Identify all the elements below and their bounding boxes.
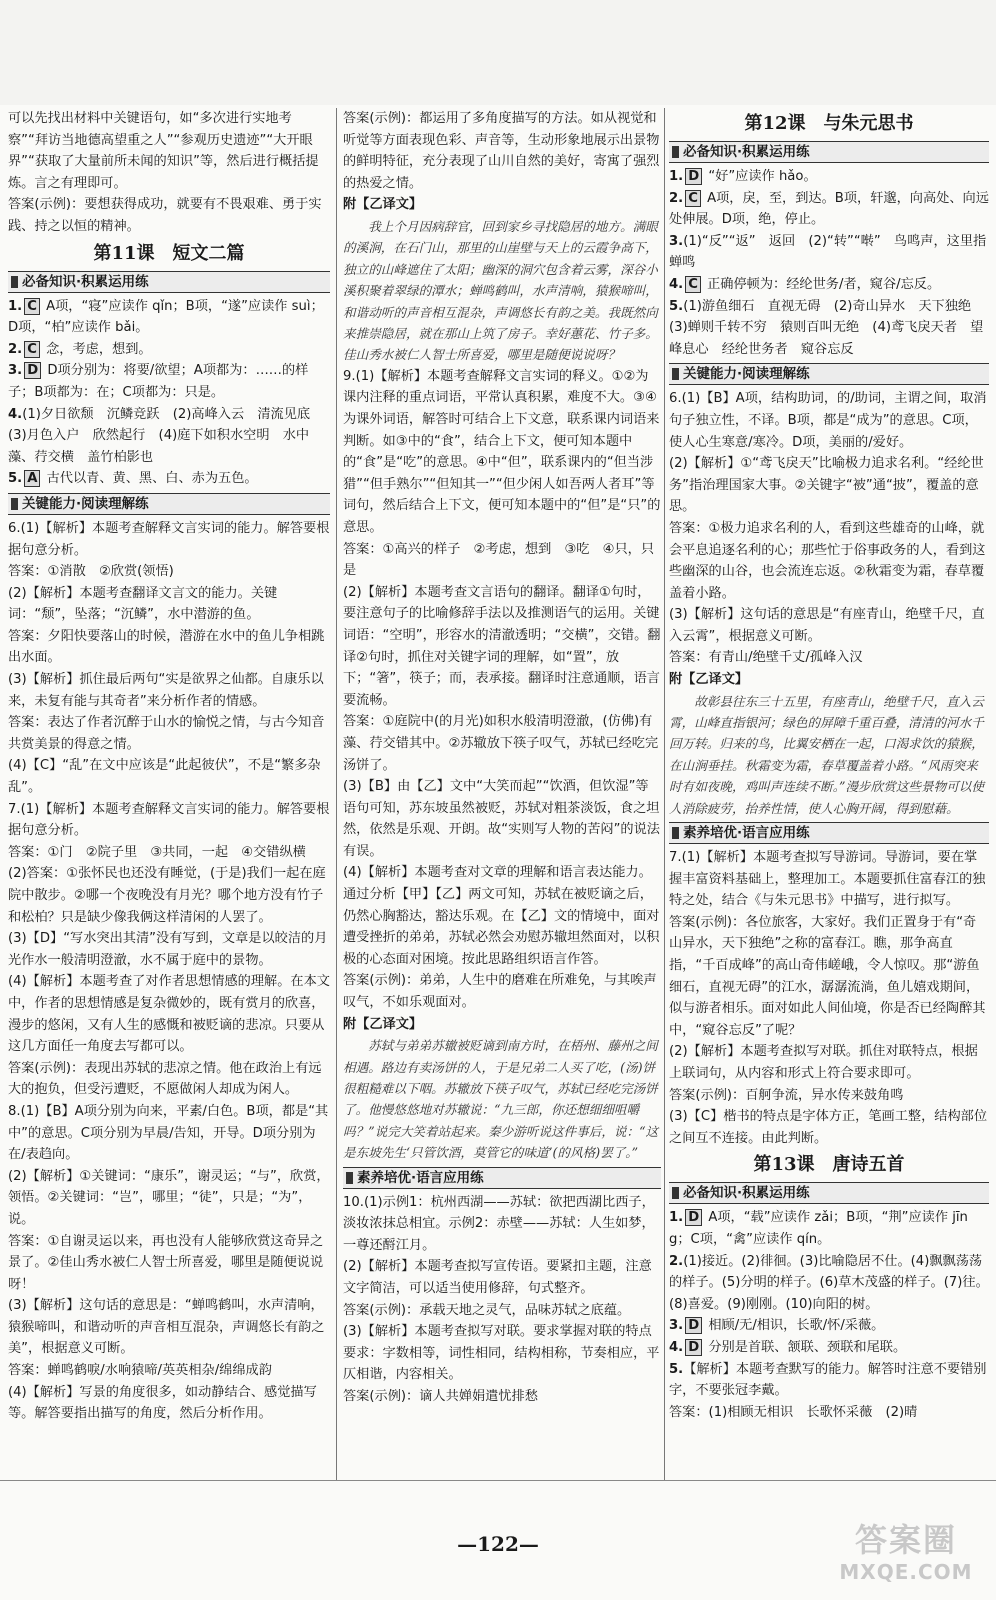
text-line: 答案：①高兴的样子 ②考虑，想到 ③吃 ④只，只是 [343, 541, 655, 579]
section-header: 素养培优·语言应用练 [669, 822, 989, 844]
answer-box: D [685, 1339, 702, 1356]
question-item: 答案：(1)相顾无相识 长歌怀采薇 (2)晴 [669, 1404, 918, 1420]
question-item: 5.(1)游鱼细石 直视无碍 (2)奇山异水 天下独绝 (3)蝉则千转不穷 猿则百叫无绝 (4)鸢飞戾天者 望峰息心 经纶世务者 窥谷忘反 [669, 298, 985, 357]
text-line: (3)【解析】这句话的意思是：“蝉鸣鹤叫，水声清响，猿猴啼叫，和谐动听的声音相互混杂，声调悠长有韵之美”，根据意义可断。 [8, 1298, 325, 1357]
translation-heading: 附【乙译文】 [669, 672, 749, 688]
text-line: (4)【解析】写景的角度很多，如动静结合、感觉描写等。解答要指出描写的角度，然后分析作用。 [8, 1384, 317, 1422]
answer-box: D [685, 1317, 702, 1334]
text-line: (2)【解析】本题考查拟写宣传语。要紧扣主题，注意文字简洁，可以适当使用修辞，句式整齐。 [343, 1259, 652, 1297]
text-line: 7.(1)【解析】本题考查拟写导游词。导游词，要在掌握丰富资料基础上，整理加工。本题要抓住富春江的独特之处，结合《与朱元思书》中描写，进行拟写。 [669, 850, 986, 909]
question-item: 5. A 古代以青、黄、黑、白、赤为五色。 [8, 471, 258, 487]
text-line: 答案(示例)：谪人共婵娟遣忧排愁 [343, 1389, 538, 1404]
text-line: (3)【C】楷书的特点是字体方正，笔画工整，结构部位之间互不连接。由此判断。 [669, 1109, 988, 1146]
answer-box: D [24, 362, 41, 379]
text-line: 答案：夕阳快要落山的时候，潜游在水中的鱼儿争相跳出水面。 [8, 628, 325, 666]
text-line: 答案：有青山/绝壁千丈/孤峰入汉 [669, 650, 863, 666]
text-line: (2)【解析】本题考查拟写对联。抓住对联特点，根据上联词句，从内容和形式上符合要求即可。 [669, 1044, 978, 1082]
question-item: 3. D 相顾/无/相识，长歌/怀/采薇。 [669, 1318, 885, 1334]
text-line: 6.(1)【B】A项，结构助词，的/助词，主谓之间，取消句子独立性，不译。B项，都是“成为”的意思。C项，使人心生寒意/寒冷。D项，美丽的/爱好。 [669, 391, 987, 450]
answer-box: A [24, 470, 40, 487]
text-line: (4)【解析】本题考查对文章的理解和语言表达能力。通过分析【甲】【乙】两文可知，苏轼在被贬谪之后，仍然心胸豁达，豁达乐观。在【乙】文的情境中，面对遭受挫折的弟弟，苏轼必然会劝慰苏辙坦然面对，以积极的心态面对困境。按此思路组织语言作答。 [343, 865, 660, 967]
bottom-rule [0, 1480, 996, 1481]
text-line: 7.(1)【解析】本题考查解释文言实词的能力。解答要根据句意分析。 [8, 801, 330, 839]
question-item: 3.(1)“反”“返” 返回 (2)“转”“啭” 鸟鸣声，这里指蝉鸣 [669, 233, 987, 271]
text-line: 答案：表达了作者沉醉于山水的愉悦之情，与古今知音共赏美景的得意之情。 [8, 715, 325, 752]
text-line: 答案(示例)：弟弟，人生中的磨难在所难免，与其唉声叹气，不如乐观面对。 [343, 973, 657, 1011]
text-line: 答案：①自谢灵运以来，再也没有人能够欣赏这奇异之景了。②佳山秀水被仁人智士所喜爱，哪里是随便说说呀！ [8, 1233, 324, 1292]
section-header: 素养培优·语言应用练 [343, 1167, 661, 1189]
column-3 [669, 108, 989, 1480]
column-1 [8, 108, 330, 1480]
text-line: 答案(示例)：百舸争流，异水传来鼓角鸣 [669, 1087, 904, 1103]
text-line: (2)【解析】本题考查文言语句的翻译。翻译①句时，要注意句子的比喻修辞手法以及推测语气的运用。关键词语：“空明”，形容水的清澈透明；“交横”，交错。翻译②句时，抓住对关键字词的理解，如“置”，放下；“箸”，筷子；而，表承接。翻译时注意通顺，语言要流畅。 [343, 584, 661, 708]
section-header: 必备知识·积累运用练 [8, 271, 330, 293]
text-line: (2)【解析】①关键词：“康乐”，谢灵运；“与”，欣赏，领悟。②关键词：“岂”，哪里；“徒”，只是；“为”，说。 [8, 1168, 330, 1227]
text-line: 8.(1)【B】A项分别为向来，平素/白色。B项，都是“其中”的意思。C项分别为早晨/告知，开导。D项分别为在/表趋向。 [8, 1103, 329, 1163]
answer-box: D [685, 168, 702, 185]
lesson-title: 第12课 与朱元思书 [744, 113, 914, 134]
question-item: 4. C 正确停顿为：经纶世务/者，窥谷/忘反。 [669, 276, 941, 292]
text-line: (4)【C】“乱”在文中应该是“此起彼伏”，不是“繁多杂乱”。 [8, 758, 321, 796]
text-line: 答案(示例)：都运用了多角度描写的方法。如从视觉和听觉等方面表现色彩、声音等，生动形象地展示出景物的鲜明特征，充分表现了山川自然的美好，寄寓了强烈的热爱之情。 [343, 111, 660, 191]
answer-box: C [24, 341, 40, 358]
text-line: 答案：蝉鸣鹤唳/水响猿啼/英英相杂/绵绵成韵 [8, 1363, 272, 1379]
page-number: —122— [457, 1532, 539, 1556]
question-item: 2. C 念，考虑，想到。 [8, 341, 152, 357]
text-line: 答案：①庭院中(的月光)如积水般清明澄澈，(仿佛)有藻、荇交错其中。②苏辙放下筷子叹气，苏轼已经吃完汤饼了。 [343, 714, 659, 773]
question-item: 3. D D项分别为：将要/欲望；A项都为：……的样子；B项都为：在；C项都为：只是。 [8, 363, 309, 400]
translation-heading: 附【乙译文】 [343, 1016, 423, 1032]
text-line: (3)【解析】抓住最后两句“实是欲界之仙都。自康乐以来，未复有能与其奇者”来分析作者的情感。 [8, 672, 324, 709]
answer-box: C [24, 298, 40, 315]
answer-box: C [685, 190, 701, 207]
answer-paragraph: 答案(示例)：要想获得成功，就要有不畏艰难、勇于实践、持之以恒的精神。 [8, 197, 322, 234]
paragraph: 可以先找出材料中关键语句，如“多次进行实地考察”“拜访当地德高望重之人”“参观历史遗迹”“大开眼界”“获取了大量前所未闻的知识”等，然后进行概括提炼。言之有理即可。 [8, 111, 319, 191]
text-line: (3)【B】由【乙】文中“大笑而起”“饮酒，但饮湿”等语句可知，苏东坡虽然被贬，苏轼对粗茶淡饭，食之坦然，依然是乐观、开朗。故“实则写人物的苦闷”的说法有误。 [343, 779, 660, 859]
text-line: 6.(1)【解析】本题考查解释文言实词的能力。解答要根据句意分析。 [8, 520, 330, 558]
translation-text: 苏轼与弟弟苏辙被贬谪到南方时，在梧州、藤州之间相遇。路边有卖汤饼的人，于是兄弟二人买了吃，(汤)饼很粗糙难以下咽。苏辙放下筷子叹气，苏轼已经吃完汤饼了。他慢悠悠地对苏辙说：“九三郎，你还想细细咀嚼吗？”说完大笑着站起来。秦少游听说这件事后，说：“这是东坡先生‘只管饮酒，莫管它的味道’(的风格)罢了。” [343, 1038, 659, 1161]
section-header: 必备知识·积累运用练 [669, 141, 989, 163]
lesson-title: 第13课 唐诗五首 [753, 1154, 905, 1176]
question-item: 4. D 分别是首联、颔联、颈联和尾联。 [669, 1339, 907, 1355]
reading-list [8, 518, 330, 1425]
text-line: (4)【解析】本题考查了对作者思想情感的理解。在本文中，作者的思想情感是复杂微妙的，既有赏月的欣喜，漫步的悠闲，又有人生的感慨和被贬谪的悲凉。只要从这几方面任一角度去写都可以。 [8, 974, 330, 1055]
text-line: 答案：①消散 ②欣赏(领悟) [8, 564, 174, 580]
translation-text: 我上个月因病辞官，回到家乡寻找隐居的地方。满眼的溪涧，在石门山，那里的山崖壁与天上的云霞争高下，独立的山峰遮住了太阳；幽深的洞穴包含着云雾，深谷小溪积聚着翠绿的潭水；蝉鸣鹤叫，水声清响，猿猴啼叫，和谐动听的声音相互混杂，声调悠长有韵之美。我既然向来推崇隐居，就在那山上筑了房子。幸好蕙花、竹子多。佳山秀水被仁人智士所喜爱，哪里是随便说说呀？ [343, 218, 658, 363]
text-line: 答案(示例)：承载天地之灵气，品味苏轼之底蕴。 [343, 1302, 631, 1318]
text-line: 10.(1)示例1：杭州西湖——苏轼：欲把西湖比西子，淡妆浓抹总相宜。示例2：赤壁——苏轼：人生如梦，一尊还酹江月。 [343, 1194, 655, 1253]
answer-box: D [685, 1209, 702, 1226]
text-line: 答案(示例)：表现出苏轼的悲凉之情。他在政治上有远大的抱负，但受污遭贬，不愿做闲人却成为闲人。 [8, 1060, 322, 1098]
question-item: 1. C A项，“寝”应读作 qǐn；B项，“遂”应读作 suì；D项，“柏”应读作 bǎi。 [8, 298, 324, 336]
section-header: 必备知识·积累运用练 [669, 1182, 989, 1204]
text-line: (2)答案：①张怀民也还没有睡觉，(于是)我们一起在庭院中散步。②哪一个夜晚没有月光？哪个地方没有竹子和松柏？只是缺少像我俩这样清闲的人罢了。 [8, 866, 326, 925]
question-item: 1. D “好”应读作 hǎo。 [669, 169, 817, 184]
column-divider [336, 108, 337, 1480]
question-list [8, 296, 330, 490]
text-line: 答案(示例)：各位旅客，大家好。我们正置身于有“奇山异水，天下独绝”之称的富春江。瞧，那争高直指，“千百成峰”的高山奇伟嵯峨，令人惊叹。那“游鱼细石，直视无碍”的江水，潺潺流淌，鱼儿嬉戏期间，似与游者相乐。面对如此人间仙境，你是否已经陶醉其中，“窥谷忘反”了呢？ [669, 914, 986, 1038]
text-line: (2)【解析】本题考查翻译文言文的能力。关键词：“颓”，坠落；“沉鳞”，水中潜游的鱼。 [8, 585, 278, 623]
text-line: 答案：①极力追求名利的人，看到这些雄奇的山峰，就会平息追逐名利的心；那些忙于俗事政务的人，看到这些幽深的山谷，也会流连忘返。②秋霜变为霜，春草覆盖着小路。 [669, 520, 986, 601]
text-line: (2)【解析】①“鸢飞戾天”比喻极力追求名利。“经纶世务”指治理国家大事。②关键字“被”通“披”，覆盖的意思。 [669, 456, 984, 515]
lesson-title: 第11课 短文二篇 [93, 242, 245, 264]
answer-box: C [685, 276, 701, 293]
translation-heading: 附【乙译文】 [343, 197, 423, 213]
watermark-url: MXQE.COM [839, 1560, 973, 1584]
question-item: 1. D A项，“载”应读作 zǎi；B项，“荆”应读作 jīng；C项，“禽”应读作 qín。 [669, 1210, 968, 1247]
top-margin [0, 0, 996, 105]
watermark-text: 答案圈 [854, 1521, 957, 1559]
question-item: 4.(1)夕日欲颓 沉鳞竞跃 (2)高峰入云 清流见底 (3)月色入户 欣然起行 (4)庭下如积水空明 水中藻、荇交横 盖竹柏影也 [8, 406, 324, 465]
text-line: (3)【解析】本题考查拟写对联。要求掌握对联的特点要求：字数相等，词性相同，结构相称，节奏相应，平仄相谐，内容相关。 [343, 1324, 660, 1383]
section-header: 关键能力·阅读理解练 [669, 363, 989, 385]
column-divider [664, 108, 665, 1480]
question-item: 2.(1)接近。(2)徘徊。(3)比喻隐居不仕。(4)飘飘荡荡的样子。(5)分明的样子。(6)草木茂盛的样子。(7)往。(8)喜爱。(9)刚刚。(10)向阳的树。 [669, 1253, 989, 1312]
text-line: (3)【D】“写水突出其清”没有写到，文章是以皎洁的月光作水一般清明澄澈，水不属于庭中的景物。 [8, 931, 328, 968]
question-item: 2. C A项，戾，至，到达。B项，轩邈，向高处、向远处伸展。D项，绝，停止。 [669, 190, 989, 228]
watermark-logo [826, 1520, 986, 1594]
text-line: 9.(1)【解析】本题考查解释文言实词的释义。①②为课内注释的重点词语，平常认真积累，难度不大。③④为课外词语，解答时可结合上下文意，联系课内词语来判断。如③中的“食”，结合上下文，便可知本题中的“食”是“吃”的意思。④中“但”，联系课内的“但当涉猎”“但手熟尔”“但知其一”“但少闲人如吾两人者耳”等词句，然后结合上下文，便可知本题中的“但”是“只”的意思。 [343, 368, 661, 535]
text-line: (3)【解析】这句话的意思是“有座青山，绝壁千尺，直入云霄”，根据意义可断。 [669, 607, 985, 644]
section-header: 关键能力·阅读理解练 [8, 493, 330, 515]
column-2 [343, 108, 661, 1480]
question-item: 5.【解析】本题考查默写的能力。解答时注意不要错别字，不要张冠李戴。 [669, 1361, 987, 1399]
text-line: 答案：①门 ②院子里 ③共同，一起 ④交错纵横 [8, 844, 306, 860]
translation-text: 故彰县往东三十五里，有座青山，绝壁千尺，直入云霄，山峰直指银河；绿色的屏障千重百叠，清清的河水千回万转。归来的鸟，比翼安栖在一起，口渴求饮的猿猴，在山涧垂挂。秋霜变为霜，春草覆盖着小路。“风雨突来时有如夜晚，鸡叫声连续不断。”漫步欣赏这些景物可以使人消除疲劳，抬养性情，使人心胸开阔，得到慰藉。 [669, 693, 984, 816]
